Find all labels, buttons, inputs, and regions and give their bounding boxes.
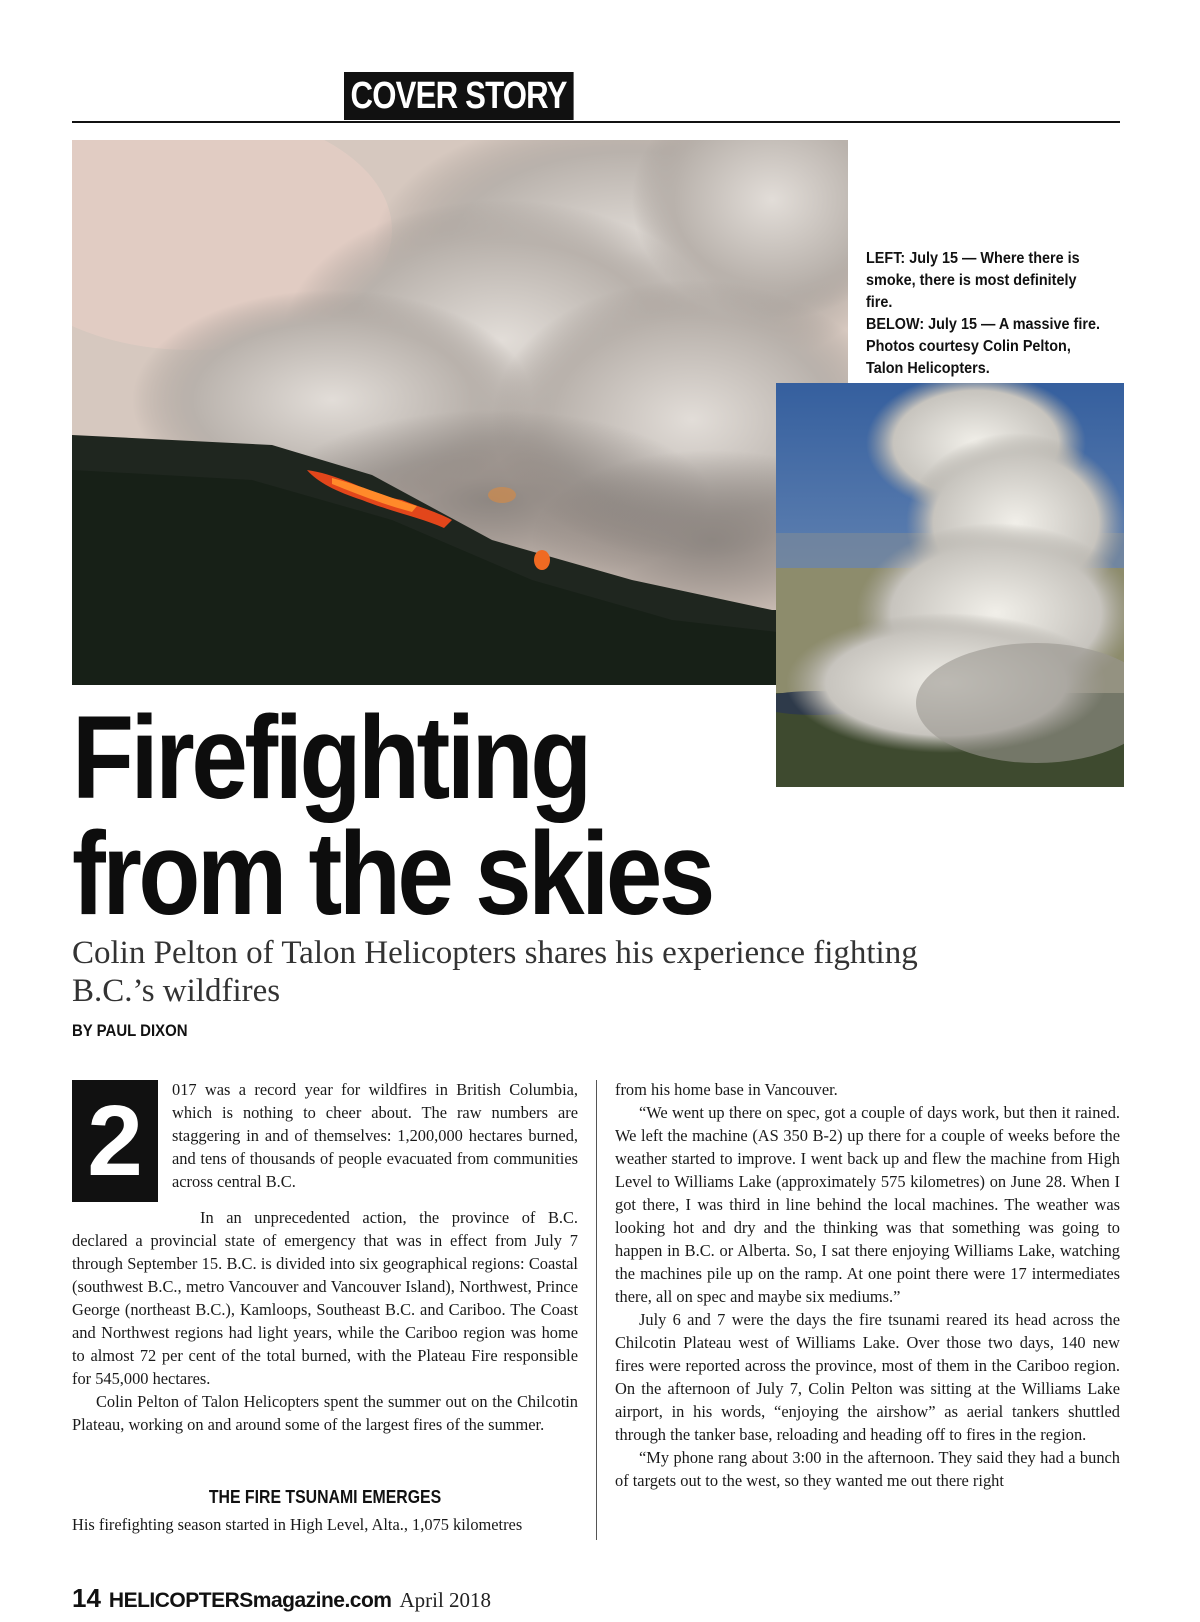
issue-date: April 2018 [399,1588,492,1612]
article-column-right [615,1078,1120,1492]
subhead-text: THE FIRE TSUNAMI EMERGES [208,1487,442,1507]
paragraph: July 6 and 7 were the days the fire tsunami reared its head across the Chilcotin Plateau west of Williams Lake. Over those two days, 140 new fires were reported across the province, most of them in the Cariboo region. On the afternoon of July 7, Colin Pelton was sitting at the Williams Lake airport, in his words, “enjoying the airshow” as aerial tankers shuttled through the tanker base, reloading and heading off to fires in the region. [615,1310,1120,1444]
paragraph: Colin Pelton of Talon Helicopters spent the summer out on the Chilcotin Plateau, working on and around some of the largest fires of the summer. [72,1392,578,1434]
drop-cap: 2 [72,1080,158,1202]
page-number: 14 [72,1583,101,1613]
magazine-url: HELICOPTERSmagazine.com [108,1589,392,1612]
caption-below: BELOW: July 15 — A massive fire. Photos courtesy Colin Pelton, Talon Helicopters. [866,316,1100,377]
wildfire-smoke-photo [72,140,848,685]
section-tag: COVER STORY [344,72,573,120]
headline-line-2: from the skies [72,808,712,940]
paragraph-after-subhead: His firefighting season started in High Level, Alta., 1,075 kilometres [72,1515,523,1534]
byline: BY PAUL DIXON [72,1021,188,1040]
paragraph: “We went up there on spec, got a couple of days work, but then it rained. We left the machine (AS 350 B-2) up there for a couple of weeks before the weather started to improve. I went back up and flew the machine from High Level to Williams Lake (approximately 575 kilometres) on June 28. When I got there, I was third in line behind the local machines. The weather was looking hot and dry and the thinking was that something was going to happen in B.C. or Alberta. So, I sat there enjoying Williams Lake, watching the machines pile up on the ramp. At one point there were 17 intermediates there, all on spec and maybe six mediums.” [615,1103,1120,1306]
header-rule [72,121,1120,123]
deck: Colin Pelton of Talon Helicopters shares his experience fighting B.C.’s wildfires [72,935,918,1009]
paragraph: from his home base in Vancouver. [615,1080,838,1099]
subhead [72,1487,578,1508]
caption-left: LEFT: July 15 — Where there is smoke, there is most definitely fire. [866,250,1080,311]
paragraph: “My phone rang about 3:00 in the afternoon. They said they had a bunch of targets out to the west, so they wanted me out there right [615,1448,1120,1490]
headline-line-1: Firefighting [72,692,589,824]
column-divider [596,1080,597,1540]
page-footer [72,1583,491,1613]
headline [72,692,726,940]
article-column-left [72,1078,578,1436]
photo-caption [866,248,1100,380]
paragraph: 017 was a record year for wildfires in British Columbia, which is nothing to cheer about. The raw numbers are staggering in and of themselves: 1,200,000 hectares burned, and tens of thousands of people evacuated from communities across central B.C. [172,1080,578,1191]
massive-fire-photo [776,383,1124,787]
paragraph: In an unprecedented action, the province of B.C. declared a provincial state of emergency that was in effect from July 7 through September 15. B.C. is divided into six geographical regions: Coastal (southwest B.C., metro Vancouver and Vancouver Island), Northwest, Prince George (northeast B.C.), Kamloops, Southeast B.C. and Cariboo. The Coast and Northwest regions had light years, while the Cariboo region was home to almost 72 per cent of the total burned, with the Plateau Fire responsible for 545,000 hectares. [72,1208,578,1388]
